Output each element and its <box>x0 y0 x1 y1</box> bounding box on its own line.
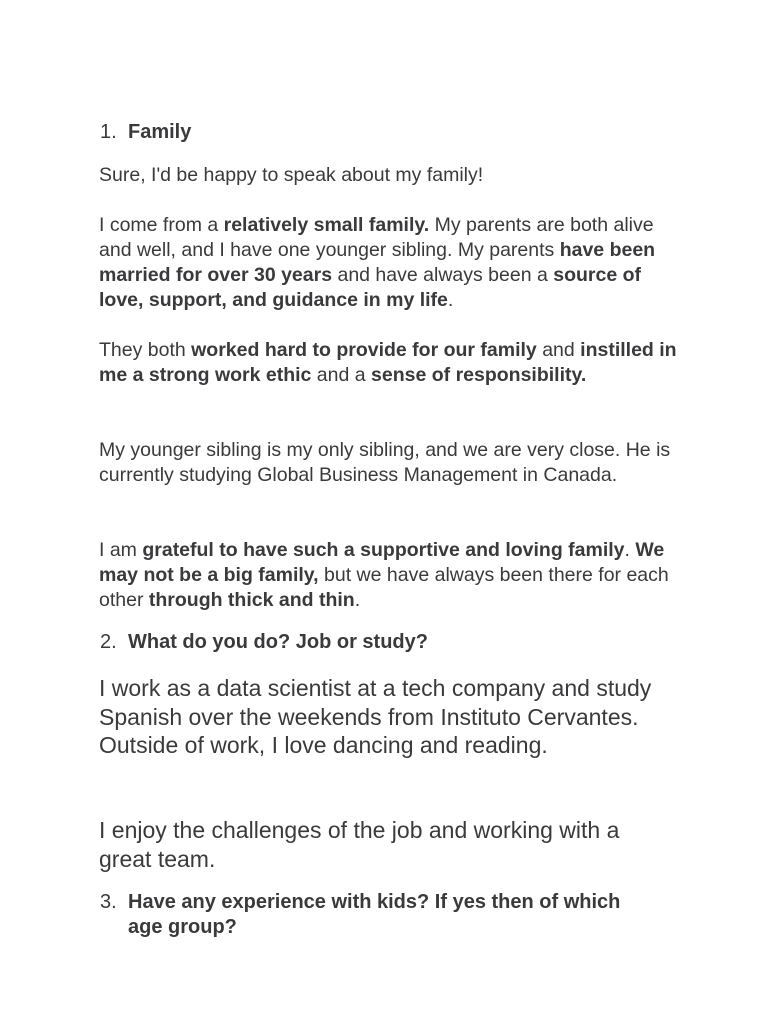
section-1-title: Family <box>128 121 192 143</box>
section-3-heading <box>100 890 648 940</box>
section-1-number: 1. <box>100 121 117 143</box>
section-3-title: Have any experience with kids? If yes then of which age group? <box>128 891 621 938</box>
section-2-paragraph-1: I work as a data scientist at a tech company and study Spanish over the weekends from Instituto Cervantes. Outside of work, I love dancing and reading. <box>99 675 652 758</box>
section-1-paragraph-2: I come from a relatively small family. My parents are both alive and well, and I have one younger sibling. My parents have been married for over 30 years and have always been a source of love, support, and guidance in my life. <box>99 214 656 311</box>
section-1-paragraph-5: I am grateful to have such a supportive and loving family. We may not be a big family, but we have always been there for each other through thick and thin. <box>99 539 669 611</box>
section-1-heading <box>100 120 191 145</box>
section-2-title: What do you do? Job or study? <box>128 631 428 653</box>
section-1-paragraph-4: My younger sibling is my only sibling, and we are very close. He is currently studying Global Business Management in Canada. <box>99 439 671 486</box>
section-1-paragraph-1: Sure, I'd be happy to speak about my family! <box>99 164 484 186</box>
section-2-paragraph-2: I enjoy the challenges of the job and working with a great team. <box>99 817 620 872</box>
section-2-heading <box>100 630 428 655</box>
section-3-number: 3. <box>100 891 117 913</box>
section-1-paragraph-3: They both worked hard to provide for our family and instilled in me a strong work ethic and a sense of responsibility. <box>99 339 677 386</box>
section-2-number: 2. <box>100 631 117 653</box>
